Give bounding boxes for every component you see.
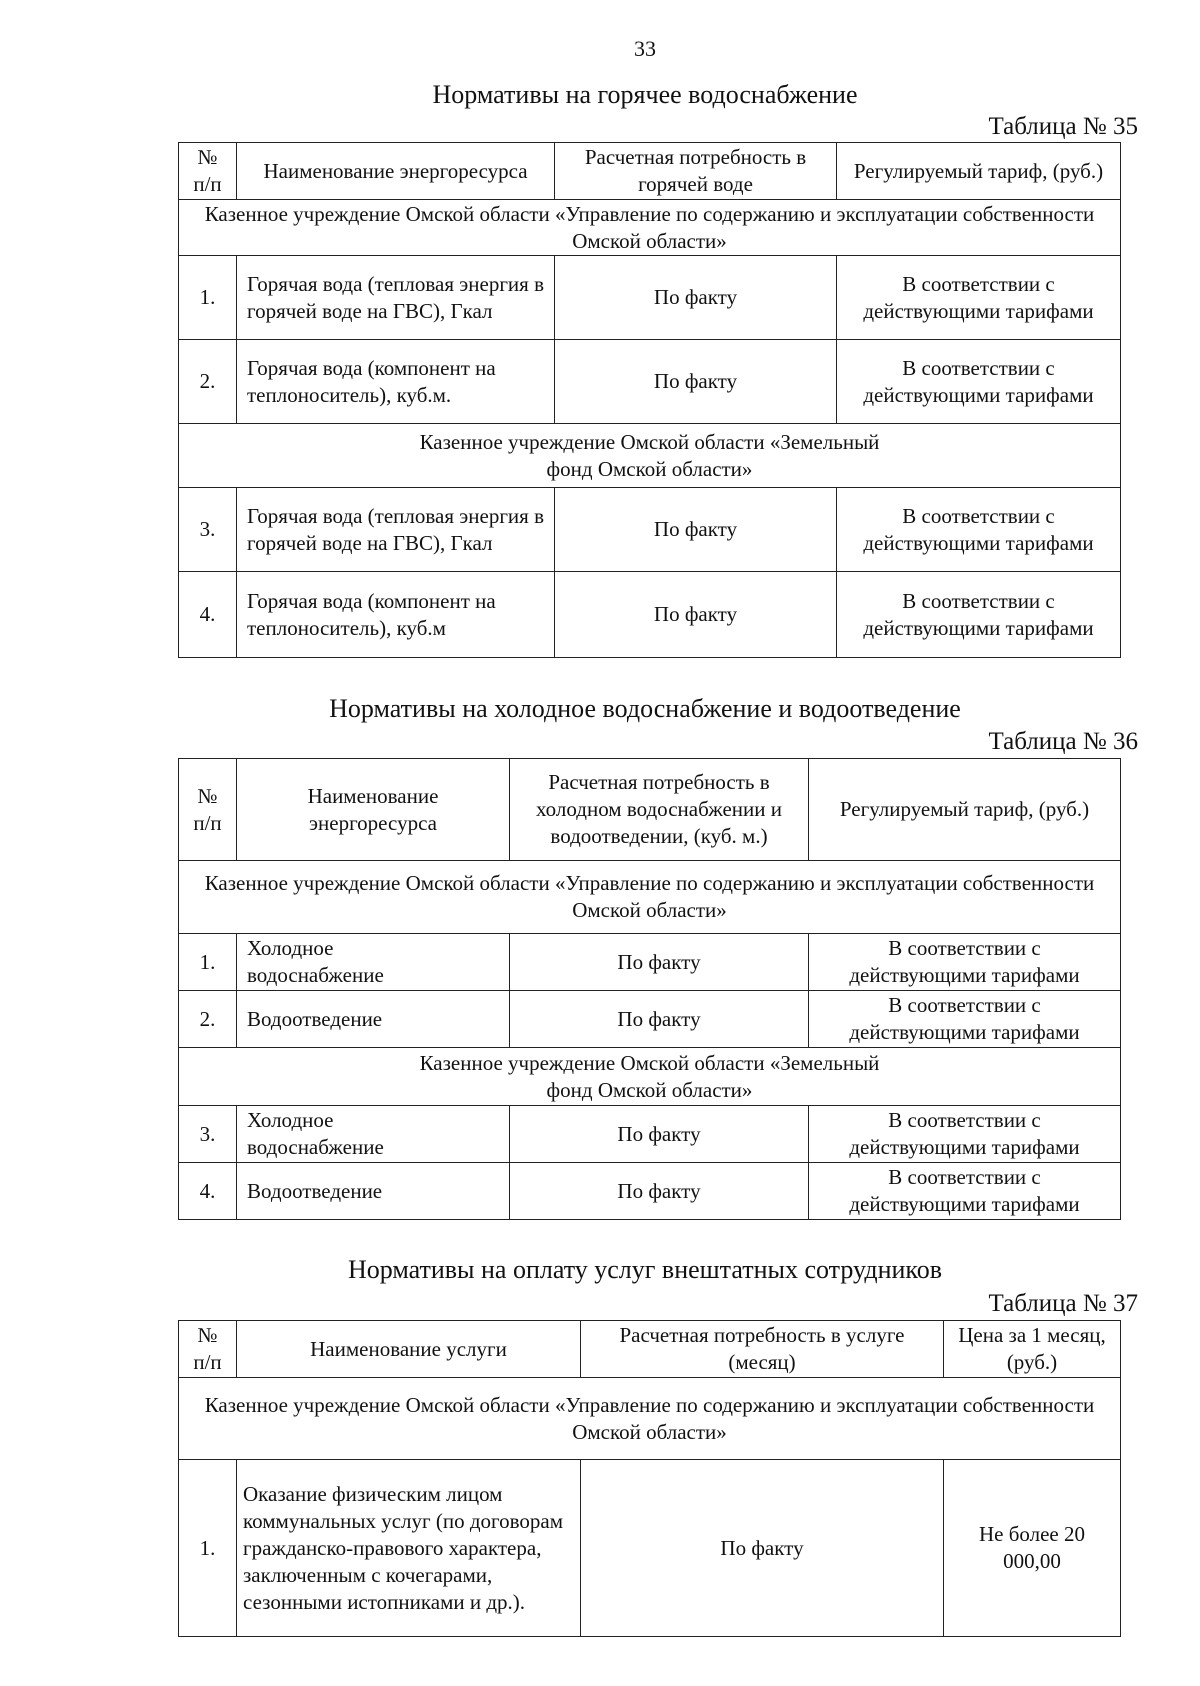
row-need: По факту bbox=[510, 934, 809, 991]
table35-label: Таблица № 35 bbox=[988, 113, 1138, 140]
row-name: Горячая вода (компонент на теплоноситель), куб.м bbox=[237, 572, 555, 658]
header-num: № п/п bbox=[179, 143, 237, 200]
row-need: По факту bbox=[555, 256, 837, 340]
row-num: 4. bbox=[179, 572, 237, 658]
table35 bbox=[178, 142, 1121, 658]
row-name: Водоотведение bbox=[237, 991, 510, 1048]
header-tariff: Регулируемый тариф, (руб.) bbox=[837, 143, 1121, 200]
org-row bbox=[179, 200, 1121, 256]
row-need: По факту bbox=[555, 340, 837, 424]
page-number: 33 bbox=[634, 36, 656, 61]
header-name: Наименование энергоресурса bbox=[237, 759, 510, 861]
row-num: 2. bbox=[179, 991, 237, 1048]
org-name: Казенное учреждение Омской области «Управление по содержанию и эксплуатации собственности Омской области» bbox=[179, 1378, 1121, 1460]
row-tariff: В соответствии с действующими тарифами bbox=[809, 991, 1121, 1048]
table-row bbox=[179, 488, 1121, 572]
table37 bbox=[178, 1320, 1121, 1637]
row-num: 1. bbox=[179, 934, 237, 991]
row-tariff: В соответствии с действующими тарифами bbox=[837, 256, 1121, 340]
row-tariff: В соответствии с действующими тарифами bbox=[809, 1106, 1121, 1163]
header-name: Наименование услуги bbox=[237, 1321, 581, 1378]
header-tariff: Регулируемый тариф, (руб.) bbox=[809, 759, 1121, 861]
org-name: Казенное учреждение Омской области «Управление по содержанию и эксплуатации собственности Омской области» bbox=[179, 861, 1121, 934]
row-name: Горячая вода (компонент на теплоноситель), куб.м. bbox=[237, 340, 555, 424]
table-header-row bbox=[179, 759, 1121, 861]
header-need: Расчетная потребность в горячей воде bbox=[555, 143, 837, 200]
row-tariff: В соответствии с действующими тарифами bbox=[809, 934, 1121, 991]
table-row bbox=[179, 1163, 1121, 1220]
org-row bbox=[179, 1048, 1121, 1106]
row-num: 1. bbox=[179, 256, 237, 340]
header-price: Цена за 1 месяц, (руб.) bbox=[944, 1321, 1121, 1378]
row-tariff: В соответствии с действующими тарифами bbox=[809, 1163, 1121, 1220]
table-row bbox=[179, 1106, 1121, 1163]
table-header-row bbox=[179, 143, 1121, 200]
org-row bbox=[179, 424, 1121, 488]
row-need: По факту bbox=[510, 991, 809, 1048]
header-name: Наименование энергоресурса bbox=[237, 143, 555, 200]
row-num: 4. bbox=[179, 1163, 237, 1220]
org-name: Казенное учреждение Омской области «Земельный фонд Омской области» bbox=[179, 1048, 1121, 1106]
row-need: По факту bbox=[581, 1460, 944, 1637]
table35-title: Нормативы на горячее водоснабжение bbox=[432, 80, 858, 109]
table37-title: Нормативы на оплату услуг внештатных сотрудников bbox=[347, 1255, 943, 1284]
header-need: Расчетная потребность в услуге (месяц) bbox=[581, 1321, 944, 1378]
table37-label: Таблица № 37 bbox=[988, 1290, 1138, 1317]
row-tariff: В соответствии с действующими тарифами bbox=[837, 488, 1121, 572]
org-name: Казенное учреждение Омской области «Земельный фонд Омской области» bbox=[179, 424, 1121, 488]
row-tariff: В соответствии с действующими тарифами bbox=[837, 572, 1121, 658]
table36-label: Таблица № 36 bbox=[988, 728, 1138, 755]
row-name: Холодное водоснабжение bbox=[237, 934, 510, 991]
row-need: По факту bbox=[555, 488, 837, 572]
row-name: Оказание физическим лицом коммунальных услуг (по договорам гражданско-правового характера, заключенным с кочегарами, сезонными истопниками и др.). bbox=[237, 1460, 581, 1637]
table36 bbox=[178, 758, 1121, 1220]
table-header-row bbox=[179, 1321, 1121, 1378]
row-need: По факту bbox=[555, 572, 837, 658]
table-row bbox=[179, 934, 1121, 991]
org-name: Казенное учреждение Омской области «Управление по содержанию и эксплуатации собственности Омской области» bbox=[179, 200, 1121, 256]
row-num: 3. bbox=[179, 1106, 237, 1163]
table-row bbox=[179, 1460, 1121, 1637]
row-price: Не более 20 000,00 bbox=[944, 1460, 1121, 1637]
table-row bbox=[179, 991, 1121, 1048]
row-num: 1. bbox=[179, 1460, 237, 1637]
org-row bbox=[179, 1378, 1121, 1460]
row-num: 2. bbox=[179, 340, 237, 424]
table36-title: Нормативы на холодное водоснабжение и водоотведение bbox=[329, 694, 961, 723]
header-need: Расчетная потребность в холодном водоснабжении и водоотведении, (куб. м.) bbox=[510, 759, 809, 861]
header-num: № п/п bbox=[179, 759, 237, 861]
row-name: Водоотведение bbox=[237, 1163, 510, 1220]
row-name: Горячая вода (тепловая энергия в горячей воде на ГВС), Гкал bbox=[237, 488, 555, 572]
row-need: По факту bbox=[510, 1163, 809, 1220]
table-row bbox=[179, 572, 1121, 658]
row-name: Горячая вода (тепловая энергия в горячей воде на ГВС), Гкал bbox=[237, 256, 555, 340]
row-num: 3. bbox=[179, 488, 237, 572]
row-name: Холодное водоснабжение bbox=[237, 1106, 510, 1163]
org-row bbox=[179, 861, 1121, 934]
header-num: № п/п bbox=[179, 1321, 237, 1378]
table-row bbox=[179, 340, 1121, 424]
row-tariff: В соответствии с действующими тарифами bbox=[837, 340, 1121, 424]
table-row bbox=[179, 256, 1121, 340]
row-need: По факту bbox=[510, 1106, 809, 1163]
